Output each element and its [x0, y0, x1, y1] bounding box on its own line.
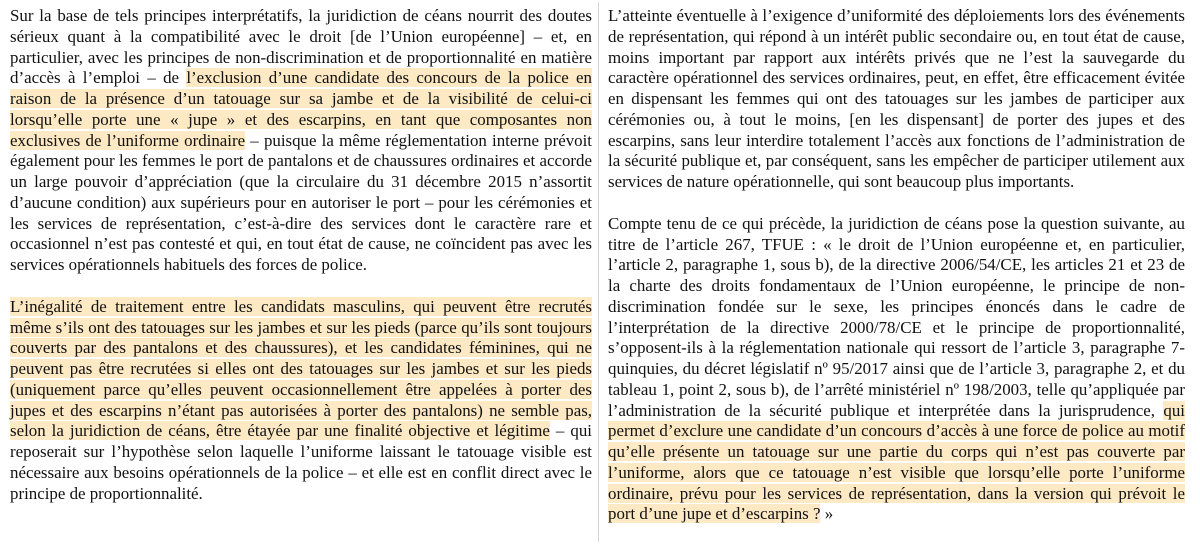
column-divider [598, 2, 599, 542]
left-p2-text-end: – qui reposerait sur l’hypothèse selon laquelle l’uniforme laissant le tatouage visible est nécessaire aux besoins opérationnels de la police – et elle est en conflit direct avec le principe de proportionnalité. [10, 421, 592, 503]
left-column [10, 6, 592, 504]
right-p2-text-start: Compte tenu de ce qui précède, la juridiction de céans pose la question suivante, au titre de l’article 267, TFUE : « le droit de l’Union européenne et, en particulier, l’article 2, paragraphe 1, sous b), de la directive 2006/54/CE, les articles 21 et 23 de la charte des droits fondamentaux de l’Union européenne, le principe de non-discrimination fondée sur le sexe, les principes énoncés dans le cadre de l’interprétation de la directive 2000/78/CE et le principe de proportionnalité, s’opposent-ils à la réglementation nationale qui ressort de l’article 3, paragraphe 7-quinquies, du décret législatif nº 95/2017 ainsi que de l’article 3, paragraphe 2, et du tableau 1, point 2, sous b), de l’arrêté ministériel nº 198/2003, telle qu’appliquée par l’administration de la sécurité publique et interprétée dans la jurisprudence, [608, 213, 1185, 420]
left-paragraph-1 [10, 6, 592, 276]
right-paragraph-1: L’atteinte éventuelle à l’exigence d’uniformité des déploiements lors des événements de représentation, qui répond à un intérêt public secondaire ou, en tout état de cause, moins important par rapport aux intérêts privés que ne l’est la sauvegarde du caractère opérationnel des services ordinaires, peut, en effet, être efficacement évitée en dispensant les femmes qui ont des tatouages sur les jambes de participer aux cérémonies ou, à tout le moins, [en les dispensant] de porter des jupes et des escarpins, sans leur interdire totalement l’accès aux fonctions de l’administration de la sécurité publique et, par conséquent, sans les empêcher de participer utilement aux services de nature opérationnelle, qui sont beaucoup plus importants. [608, 6, 1185, 191]
left-p1-text-end: – puisque la même réglementation interne prévoit également pour les femmes le port de pantalons et de chaussures ordinaires et accorde un large pouvoir d’appréciation (que la circulaire du 31 décembre 2015 n’assortit d’aucune condition) aux supérieurs pour en autoriser le port – pour les cérémonies et les services de représentation, c’est-à-dire des services dont le caractère rare et occasionnel n’est pas contesté et qui, en tout état de cause, ne coïncident pas avec les services opérationnels habituels des forces de police. [10, 130, 592, 274]
right-p2-text-end: » [820, 504, 834, 524]
left-p1-text-start: Sur la base de tels principes interprétatifs, la juridiction de céans nourrit des doutes sérieux quant à la compatibilité avec le droit [de l’Union européenne] – et, en particulier, avec les principes de non-discrimination et de proportionnalité en matière d’accès à l’emploi – de [10, 6, 592, 88]
right-paragraph-2 [608, 214, 1185, 525]
left-p2-highlighted-text: L’inégalité de traitement entre les candidats masculins, qui peuvent être recrutés même s’ils ont des tatouages sur les jambes et sur les pieds (parce qu’ils sont toujours couverts par des pantalons et des chaussures), et les candidates féminines, qui ne peuvent pas être recrutées si elles ont des tatouages sur les jambes et sur les pieds (uniquement parce qu’elles peuvent occasionnellement être appelées à porter des jupes et des escarpins n’étant pas autorisées à porter des pantalons) ne semble pas, selon la juridiction de céans, être étayée par une finalité objective et légitime [10, 296, 592, 441]
left-paragraph-2 [10, 297, 592, 505]
right-p2-highlighted-text: qui permet d’exclure une candidate d’un concours d’accès à une force de police au motif qu’elle présente un tatouage sur une partie du corps qui n’est pas couverte par l’uniforme, alors que ce tatouage n’est visible que lorsqu’elle porte l’uniforme ordinaire, prévu pour les services de représentation, dans la version qui prévoit le port d’une jupe et d’escarpins ? [608, 400, 1185, 524]
left-p1-highlighted-text: l’exclusion d’une candidate des concours de la police en raison de la présence d’un tatouage sur sa jambe et de la visibilité de celui-ci lorsqu’elle porte une « jupe » et des escarpins, en tant que composantes non exclusives de l’uniforme ordinaire [10, 68, 592, 150]
right-column [608, 6, 1185, 525]
